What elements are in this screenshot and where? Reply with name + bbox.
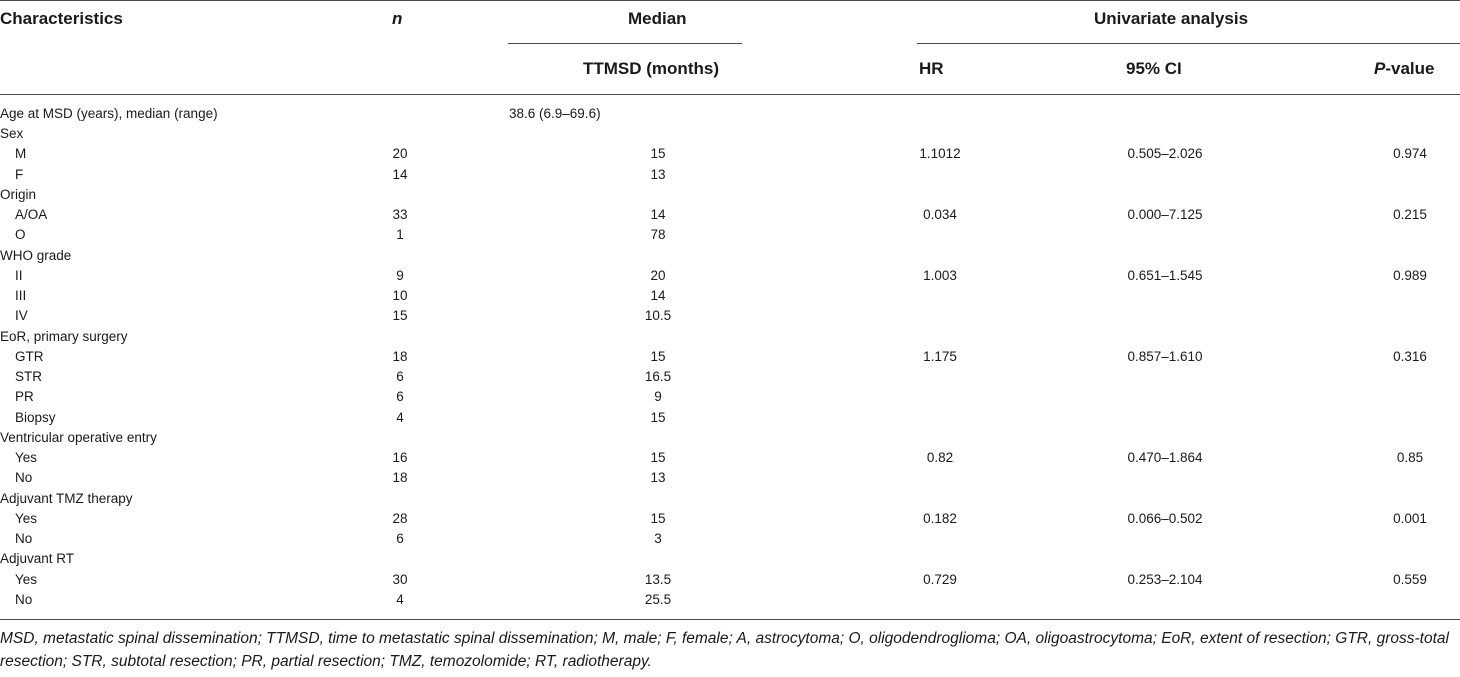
cell-hr: 1.175: [923, 348, 957, 364]
row-label: Sex: [0, 126, 24, 141]
univariate-group-rule: [917, 43, 1460, 44]
row-label: Origin: [0, 186, 37, 202]
cell-p-value: 0.85: [1396, 450, 1424, 465]
row-label: M: [15, 146, 27, 162]
bottom-rule: [0, 619, 1460, 620]
cell-n: 16: [392, 450, 408, 465]
row-label: GTR: [15, 348, 44, 364]
cell-median-ttmsd: 78: [650, 227, 666, 243]
cell-median-ttmsd: 14: [650, 207, 666, 222]
cell-n: 1: [396, 227, 404, 243]
cell-95-ci: 0.000–7.125: [1127, 207, 1203, 222]
cell-p-value: 0.559: [1393, 571, 1427, 587]
table-row: [0, 590, 1460, 610]
table-row: [0, 225, 1460, 245]
table-row: [0, 509, 1460, 529]
row-label: II: [15, 267, 23, 283]
header-median: Median: [628, 9, 687, 28]
row-label: Yes: [15, 571, 38, 587]
header-n: n: [392, 9, 403, 28]
cell-n: 6: [396, 389, 404, 405]
cell-95-ci: 0.066–0.502: [1127, 510, 1203, 526]
cell-n: 14: [392, 166, 408, 182]
cell-median-ttmsd: 3: [654, 531, 662, 546]
row-label: Biopsy: [15, 409, 56, 425]
table-row: [0, 428, 1460, 448]
cell-n: 6: [396, 531, 404, 546]
header-rule: [0, 94, 1460, 95]
header-p-value: [1374, 59, 1434, 79]
median-group-rule: [508, 43, 742, 44]
table-row: [0, 266, 1460, 286]
cell-n: 28: [392, 510, 408, 526]
cell-median-ttmsd: 15: [650, 510, 666, 526]
table-row: [0, 549, 1460, 569]
table-row: [0, 205, 1460, 225]
cell-median-ttmsd: 13: [650, 470, 666, 486]
row-label: A/OA: [15, 207, 48, 222]
cell-p-value: 0.974: [1393, 146, 1427, 162]
table-row: [0, 387, 1460, 407]
cell-n: 10: [392, 288, 408, 303]
header-ttmsd: TTMSD (months): [583, 59, 719, 78]
table-row: [0, 327, 1460, 347]
cell-95-ci: 0.470–1.864: [1127, 450, 1203, 465]
cell-hr: 0.034: [923, 207, 957, 222]
row-label: No: [15, 591, 33, 607]
table-footnote: MSD, metastatic spinal dissemination; TTMSD, time to metastatic spinal dissemination; M, male; F, female; A, astrocytoma; O, oligodendroglioma; OA, oligoastrocytoma; EoR, extent of resection; GTR, gross-total resection; STR, subtotal resection; PR, partial resection; TMZ, temozolomide; RT, radiotherapy.: [0, 630, 1449, 670]
cell-p-value: 0.316: [1393, 348, 1427, 364]
age-value: 38.6 (6.9–69.6): [509, 106, 601, 121]
cell-n: 20: [392, 146, 408, 162]
table-row: [0, 165, 1460, 185]
cell-p-value: 0.001: [1393, 510, 1427, 526]
cell-hr: 0.729: [923, 571, 957, 587]
cell-median-ttmsd: 13.5: [644, 571, 672, 587]
cell-p-value: 0.989: [1393, 267, 1427, 283]
row-label: F: [15, 166, 24, 182]
row-label: IV: [15, 308, 28, 324]
row-label: Adjuvant RT: [0, 551, 75, 567]
header-univariate-analysis: Univariate analysis: [1094, 9, 1249, 28]
table-row: [0, 448, 1460, 468]
cell-median-ttmsd: 15: [650, 450, 666, 465]
table-row: [0, 529, 1460, 549]
table-row: [0, 570, 1460, 590]
row-label: Ventricular operative entry: [0, 429, 157, 445]
cell-n: 4: [396, 409, 404, 425]
cell-95-ci: 0.857–1.610: [1127, 348, 1203, 364]
cell-95-ci: 0.505–2.026: [1127, 146, 1203, 162]
cell-hr: 1.1012: [919, 146, 961, 162]
cell-median-ttmsd: 14: [650, 288, 666, 303]
cell-95-ci: 0.651–1.545: [1127, 267, 1203, 283]
cell-median-ttmsd: 20: [650, 267, 666, 283]
cell-95-ci: 0.253–2.104: [1127, 571, 1203, 587]
table-row: [0, 489, 1460, 509]
row-label: PR: [15, 389, 34, 405]
cell-median-ttmsd: 15: [650, 146, 666, 162]
table-row: [0, 246, 1460, 266]
age-label: Age at MSD (years), median (range): [0, 106, 218, 121]
cell-median-ttmsd: 16.5: [644, 369, 672, 384]
table-row: [0, 124, 1460, 144]
table-row: [0, 468, 1460, 488]
row-label: No: [15, 470, 33, 486]
row-label: STR: [15, 369, 42, 384]
cell-n: 18: [392, 470, 408, 486]
table-row: [0, 306, 1460, 326]
header-hr: HR: [919, 59, 944, 78]
table-row: [0, 286, 1460, 306]
cell-median-ttmsd: 10.5: [644, 308, 672, 324]
table-row: [0, 347, 1460, 367]
cell-n: 9: [396, 267, 404, 283]
cell-n: 18: [392, 348, 408, 364]
header-95-ci: 95% CI: [1126, 59, 1182, 78]
cell-n: 33: [392, 207, 408, 222]
row-label: WHO grade: [0, 247, 72, 263]
row-label: Yes: [15, 450, 38, 465]
row-label: Adjuvant TMZ therapy: [0, 490, 133, 506]
cell-hr: 1.003: [923, 267, 957, 283]
cell-n: 4: [396, 591, 404, 607]
cell-median-ttmsd: 25.5: [644, 591, 672, 607]
header-characteristics: Characteristics: [0, 9, 123, 28]
cell-hr: 0.82: [926, 450, 954, 465]
top-rule: [0, 0, 1460, 1]
table-row-age: [0, 104, 1460, 124]
cell-n: 15: [392, 308, 408, 324]
header-p-italic: P: [1374, 59, 1386, 78]
cell-n: 30: [392, 571, 408, 587]
table-row: [0, 408, 1460, 428]
header-p-rest: -value: [1385, 59, 1435, 78]
cell-hr: 0.182: [923, 510, 957, 526]
row-label: No: [15, 531, 33, 546]
table-row: [0, 185, 1460, 205]
row-label: EoR, primary surgery: [0, 328, 128, 344]
cell-p-value: 0.215: [1393, 207, 1427, 222]
cell-n: 6: [396, 369, 404, 384]
cell-median-ttmsd: 9: [654, 389, 662, 405]
row-label: O: [15, 227, 26, 243]
table-row: [0, 367, 1460, 387]
cell-median-ttmsd: 13: [650, 166, 666, 182]
row-label: Yes: [15, 510, 38, 526]
row-label: III: [15, 288, 27, 303]
cell-median-ttmsd: 15: [650, 409, 666, 425]
cell-median-ttmsd: 15: [650, 348, 666, 364]
table-row: [0, 144, 1460, 164]
